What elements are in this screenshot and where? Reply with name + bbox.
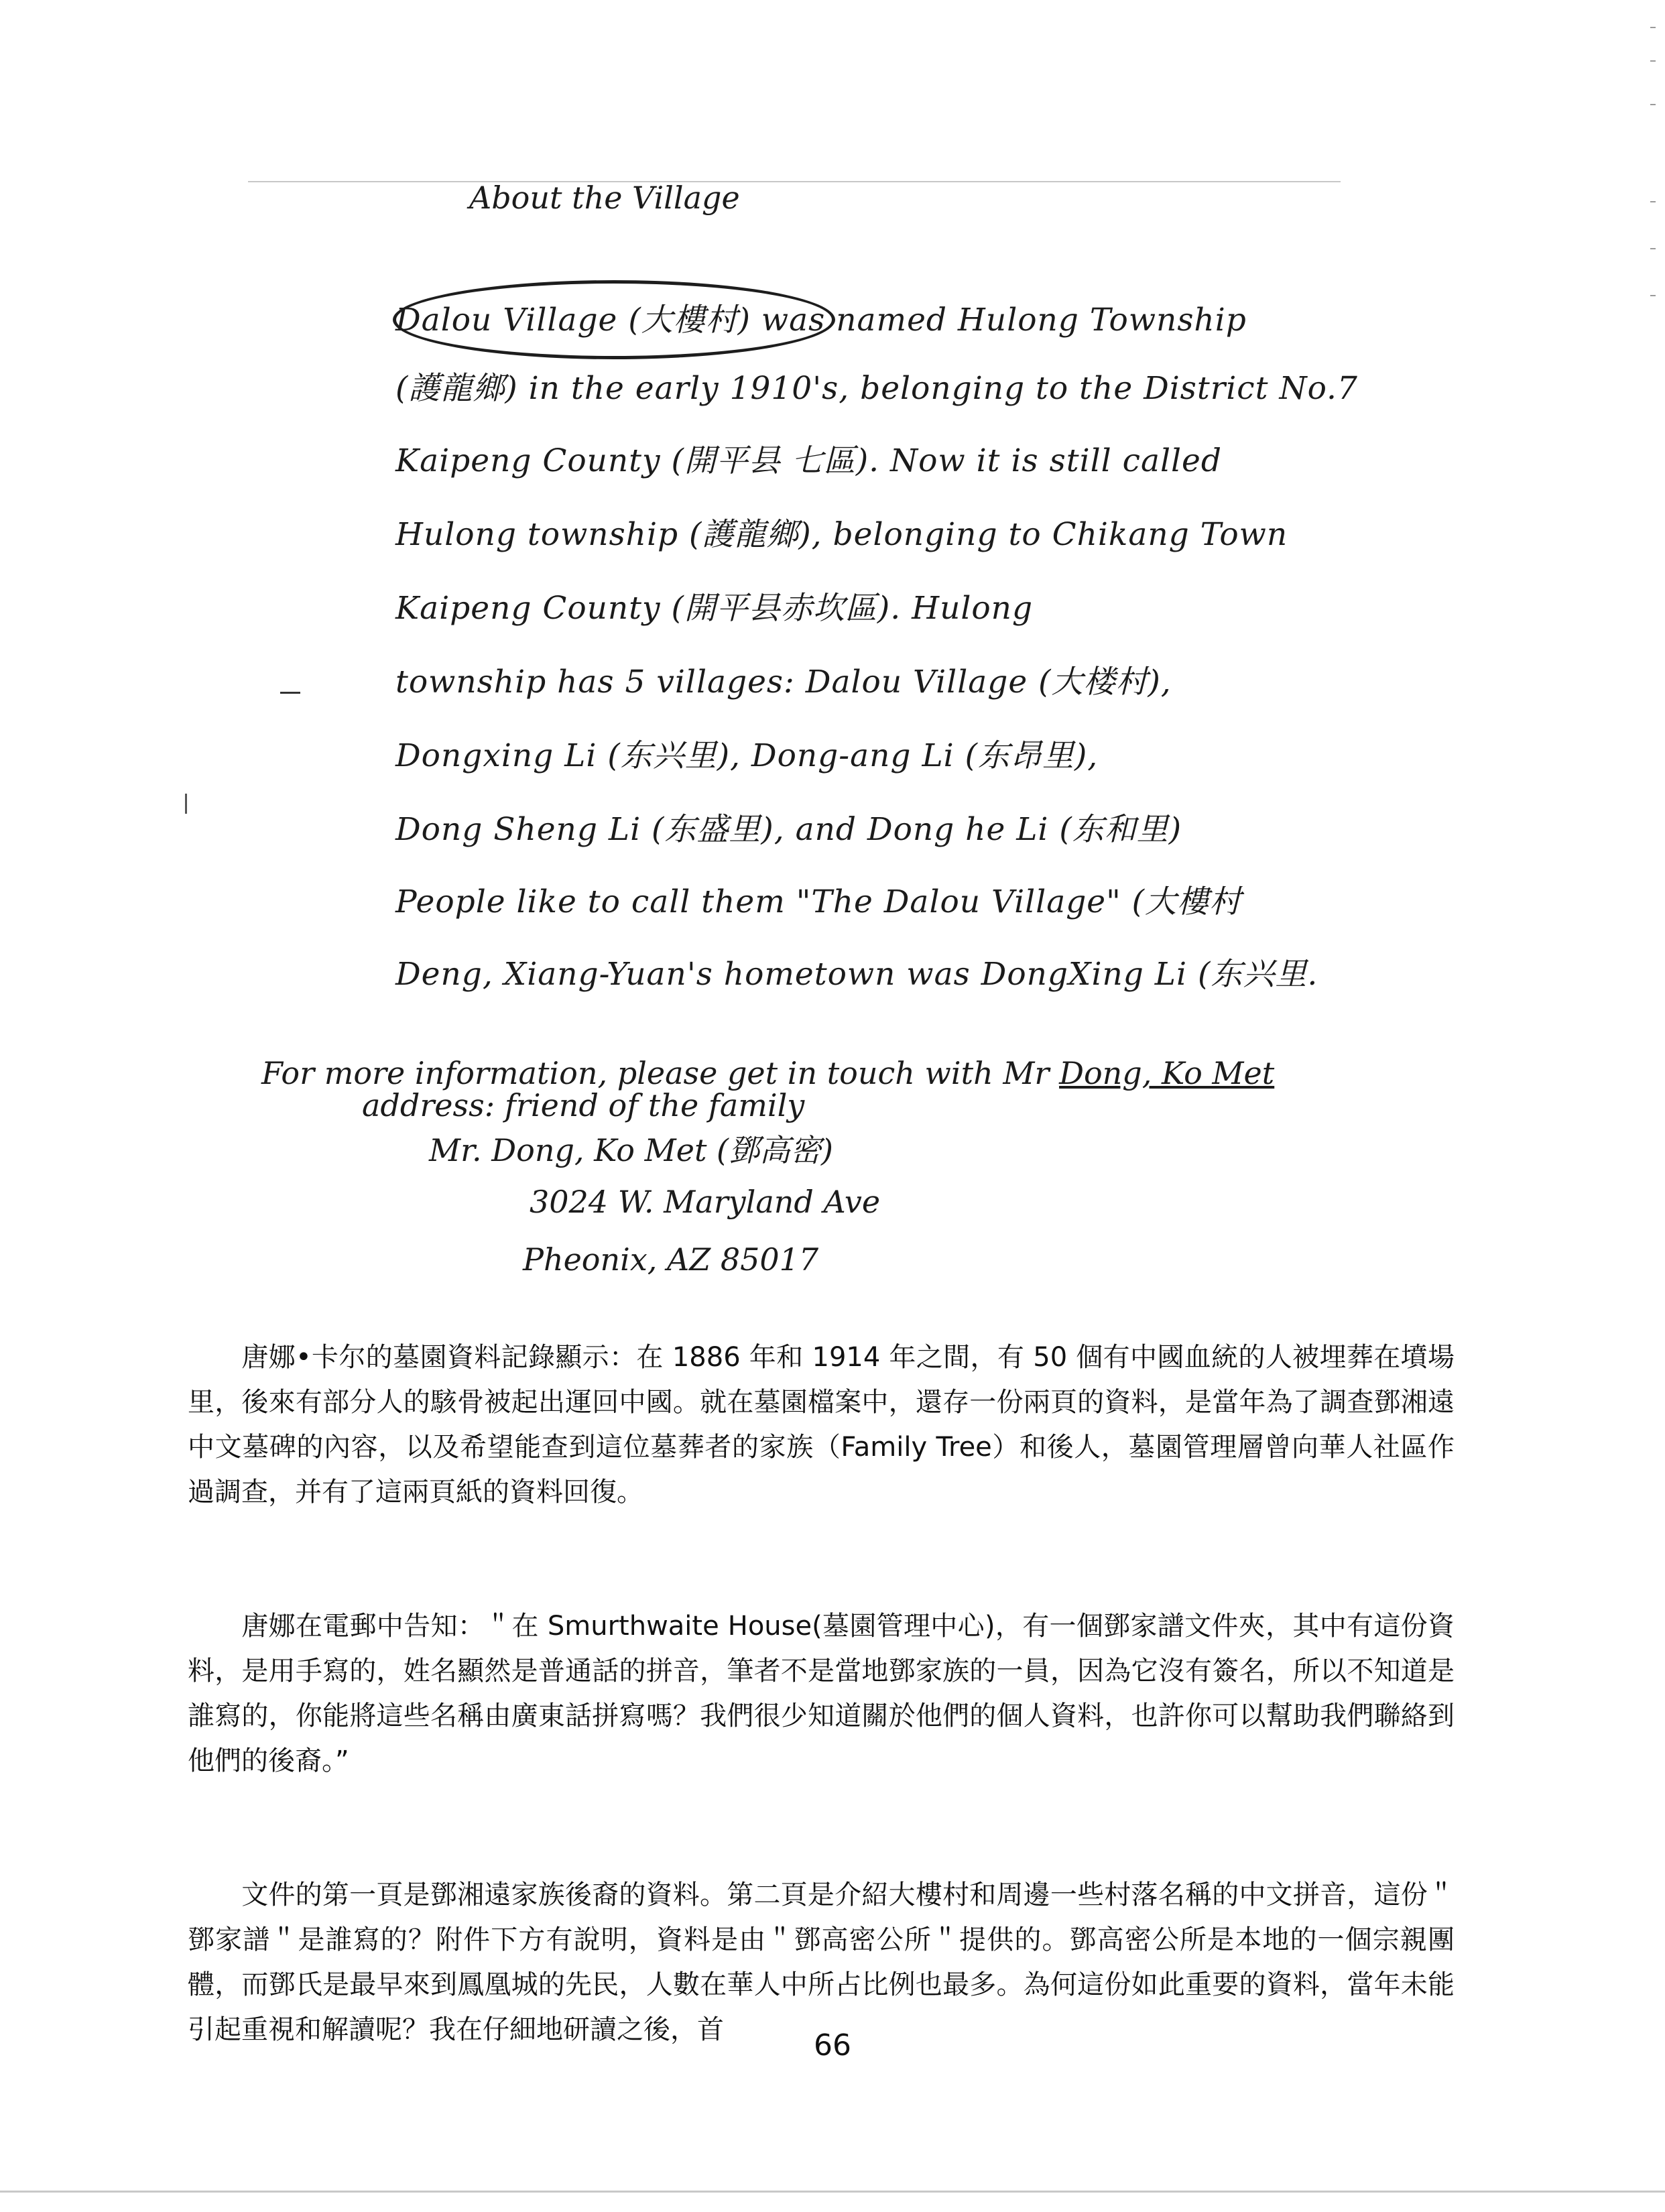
contact-city: Pheonix, AZ 85017 — [523, 1241, 819, 1278]
note-line: Deng, Xiang-Yuan's hometown was DongXing Li (东兴里. — [395, 956, 1318, 993]
body-paragraph — [188, 1873, 1455, 2052]
scan-edge-mark — [1650, 27, 1656, 28]
margin-dash — [280, 692, 300, 694]
note-line: Dongxing Li (东兴里), Dong-ang Li (东昂里), — [395, 737, 1099, 774]
scan-top-border — [248, 181, 1341, 182]
note-line: Kaipeng County (開平县 七區). Now it is still called — [395, 442, 1222, 479]
note-line: Hulong township (護龍鄉), belonging to Chikang Town — [395, 516, 1288, 553]
note-line: Dalou Village (大樓村) was named Hulong Township — [395, 302, 1247, 339]
note-title: About the Village — [469, 180, 740, 216]
note-line: (護龍鄉) in the early 1910's, belonging to the District No.7 — [395, 370, 1358, 407]
paragraph-text: 唐娜在電郵中告知：＂在 Smurthwaite House(墓園管理中心)，有一個鄧家譜文件夾，其中有這份資料，是用手寫的，姓名顯然是普通話的拼音，筆者不是當地鄧家族的一員，因為它沒有簽名，所以不知道是誰寫的，你能將這些名稱由廣東話拼寫嗎？我們很少知道關於他們的個人資料，也許你可以幫助我們聯絡到他們的後裔。” — [188, 1611, 1455, 1776]
body-paragraph — [188, 1335, 1455, 1515]
note-line: People like to call them "The Dalou Village" (大樓村 — [395, 883, 1242, 920]
paragraph-text: 唐娜•卡尔的墓園資料記錄顯示：在 1886 年和 1914 年之間，有 50 個有中國血統的人被埋葬在墳場里，後來有部分人的駭骨被起出運回中國。就在墓園檔案中，還存一份兩頁的資料，是當年為了調查鄧湘遠中文墓碑的內容，以及希望能查到這位墓葬者的家族（Family Tree）和後人，墓園管理層曾向華人社區作過調查，并有了這兩頁紙的資料回復。 — [188, 1342, 1455, 1508]
paragraph-text: 文件的第一頁是鄧湘遠家族後裔的資料。第二頁是介紹大樓村和周邊一些村落名稱的中文拼音，這份＂鄧家譜＂是誰寫的？附件下方有說明，資料是由＂鄧高密公所＂提供的。鄧高密公所是本地的一個宗親團體，而鄧氏是最早來到鳳凰城的先民，人數在華人中所占比例也最多。為何這份如此重要的資料，當年未能引起重視和解讀呢？我在仔細地研讀之後，首 — [188, 1880, 1455, 2045]
body-paragraph — [188, 1604, 1455, 1784]
contact-intro — [261, 1055, 1274, 1091]
contact-name-underlined: Dong, Ko Met — [1059, 1055, 1275, 1091]
scan-edge-mark — [1650, 104, 1656, 105]
contact-name: Mr. Dong, Ko Met (鄧高密) — [429, 1132, 833, 1168]
scan-bottom-border — [0, 2191, 1665, 2193]
scan-edge-mark — [1650, 201, 1656, 202]
scan-edge-mark — [1650, 248, 1656, 249]
scan-edge-mark — [1650, 60, 1656, 62]
contact-intro-text: For more information, please get in touch with Mr — [261, 1055, 1050, 1091]
note-line: Dong Sheng Li (东盛里), and Dong he Li (东和里) — [395, 811, 1182, 848]
contact-street: 3024 W. Maryland Ave — [530, 1184, 881, 1220]
page-number: 66 — [814, 2028, 851, 2063]
scan-edge-mark — [1650, 295, 1656, 296]
note-line: township has 5 villages: Dalou Village (大楼村), — [395, 664, 1172, 700]
note-line: Kaipeng County (開平县赤坎區). Hulong — [395, 590, 1034, 627]
margin-tick — [185, 794, 187, 814]
contact-address-label: address: friend of the family — [362, 1087, 805, 1123]
